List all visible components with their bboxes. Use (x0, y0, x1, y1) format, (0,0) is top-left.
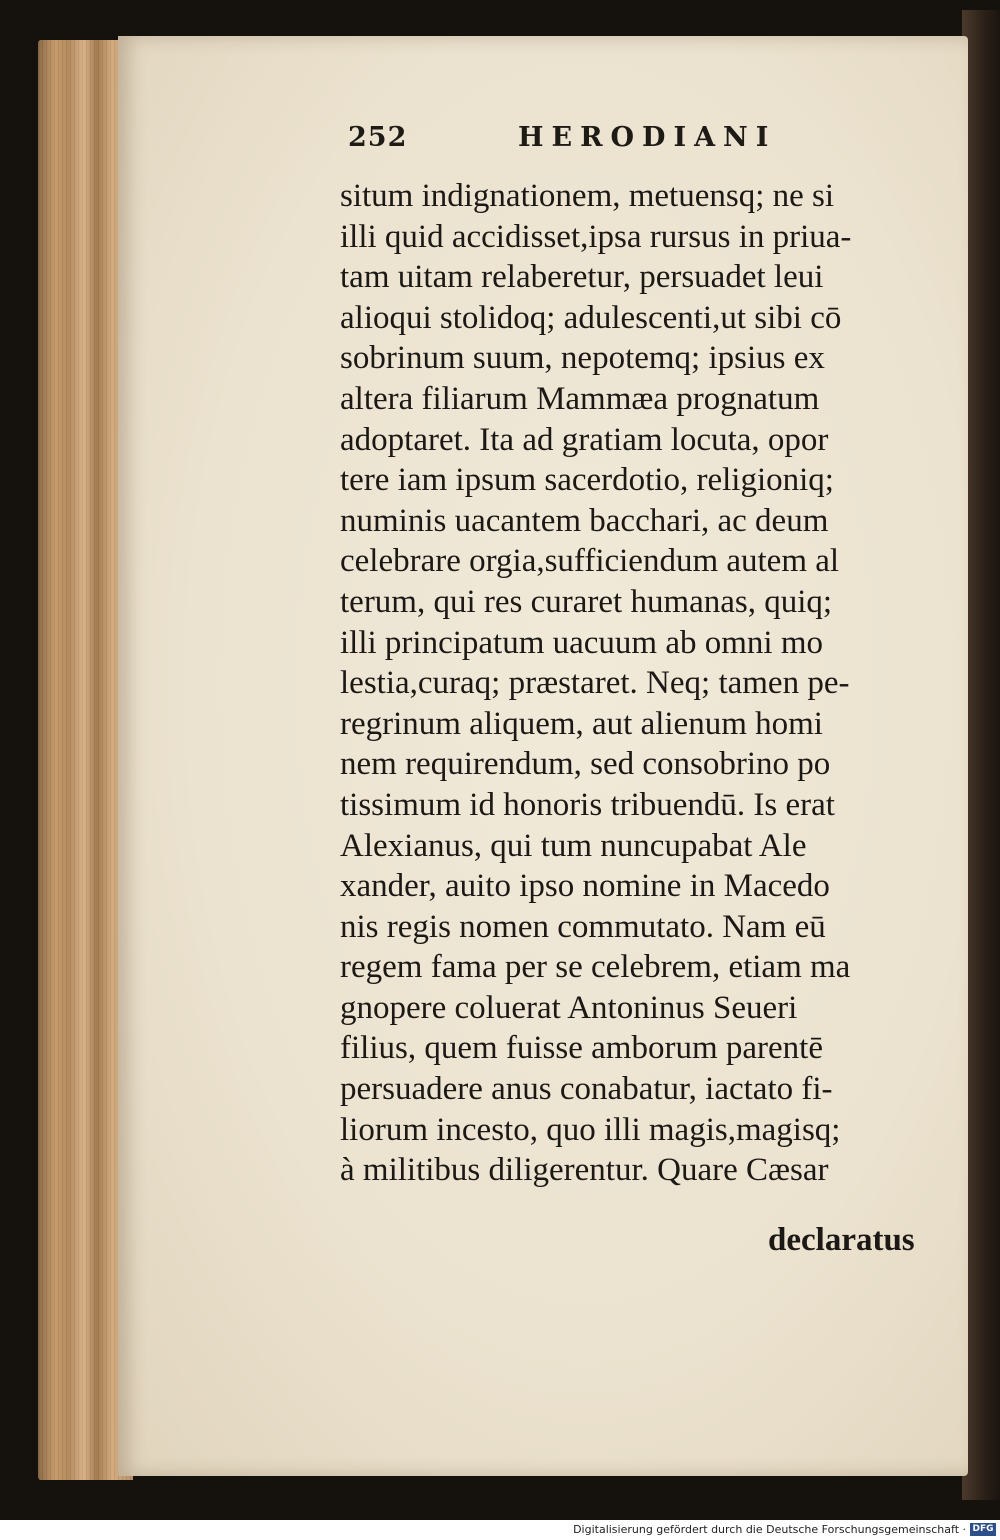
digitization-footer (0, 1520, 1000, 1540)
page-number: 252 (348, 122, 408, 153)
text-line: à militibus diligerentur. Quare Cæsar (340, 1152, 829, 1189)
text-line: situm indignationem, metuensq; ne si (340, 178, 835, 214)
running-title: HERODIANI (518, 122, 777, 153)
text-line: Alexianus, qui tum nuncupabat Ale (340, 827, 807, 864)
text-line: tissimum id honoris tribuendū. Is erat (340, 786, 835, 823)
text-line: gnopere coluerat Antoninus Seueri (340, 989, 798, 1026)
text-line: persuadere anus conabatur, iactato fi- (340, 1071, 833, 1108)
text-line: nem requirendum, sed consobrino po (340, 746, 831, 783)
text-line: illi quid accidisset,ipsa rursus in priua- (340, 218, 852, 255)
footer-credit: Digitalisierung gefördert durch die Deutsche Forschungsgemeinschaft · (573, 1523, 966, 1536)
text-line: adoptaret. Ita ad gratiam locuta, opor (340, 421, 829, 458)
text-line: illi principatum uacuum ab omni mo (340, 624, 823, 661)
dfg-logo: DFG (970, 1523, 996, 1536)
text-line: nis regis nomen commutato. Nam eū (340, 908, 826, 945)
text-line: celebrare orgia,sufficiendum autem al (340, 543, 840, 580)
text-line: filius, quem fuisse amborum parentē (340, 1030, 823, 1067)
text-line: liorum incesto, quo illi magis,magisq; (340, 1111, 841, 1148)
body-text (340, 176, 960, 1191)
text-line: tere iam ipsum sacerdotio, religioniq; (340, 462, 834, 499)
text-line: xander, auito ipso nomine in Macedo (340, 868, 830, 905)
text-line: terum, qui res curaret humanas, quiq; (340, 583, 833, 620)
text-line: tam uitam relaberetur, persuadet leui (340, 259, 824, 296)
text-line: regrinum aliquem, aut alienum homi (340, 705, 823, 742)
text-line: numinis uacantem bacchari, ac deum (340, 502, 829, 539)
text-line: altera filiarum Mammæa prognatum (340, 380, 820, 417)
text-line: alioqui stolidoq; adulescenti,ut sibi cō (340, 299, 842, 336)
text-line: sobrinum suum, nepotemq; ipsius ex (340, 340, 825, 377)
running-header (348, 122, 868, 158)
catchword: declaratus (768, 1222, 915, 1258)
text-line: regem fama per se celebrem, etiam ma (340, 949, 851, 986)
text-line: lestia,curaq; præstaret. Neq; tamen pe- (340, 665, 850, 702)
